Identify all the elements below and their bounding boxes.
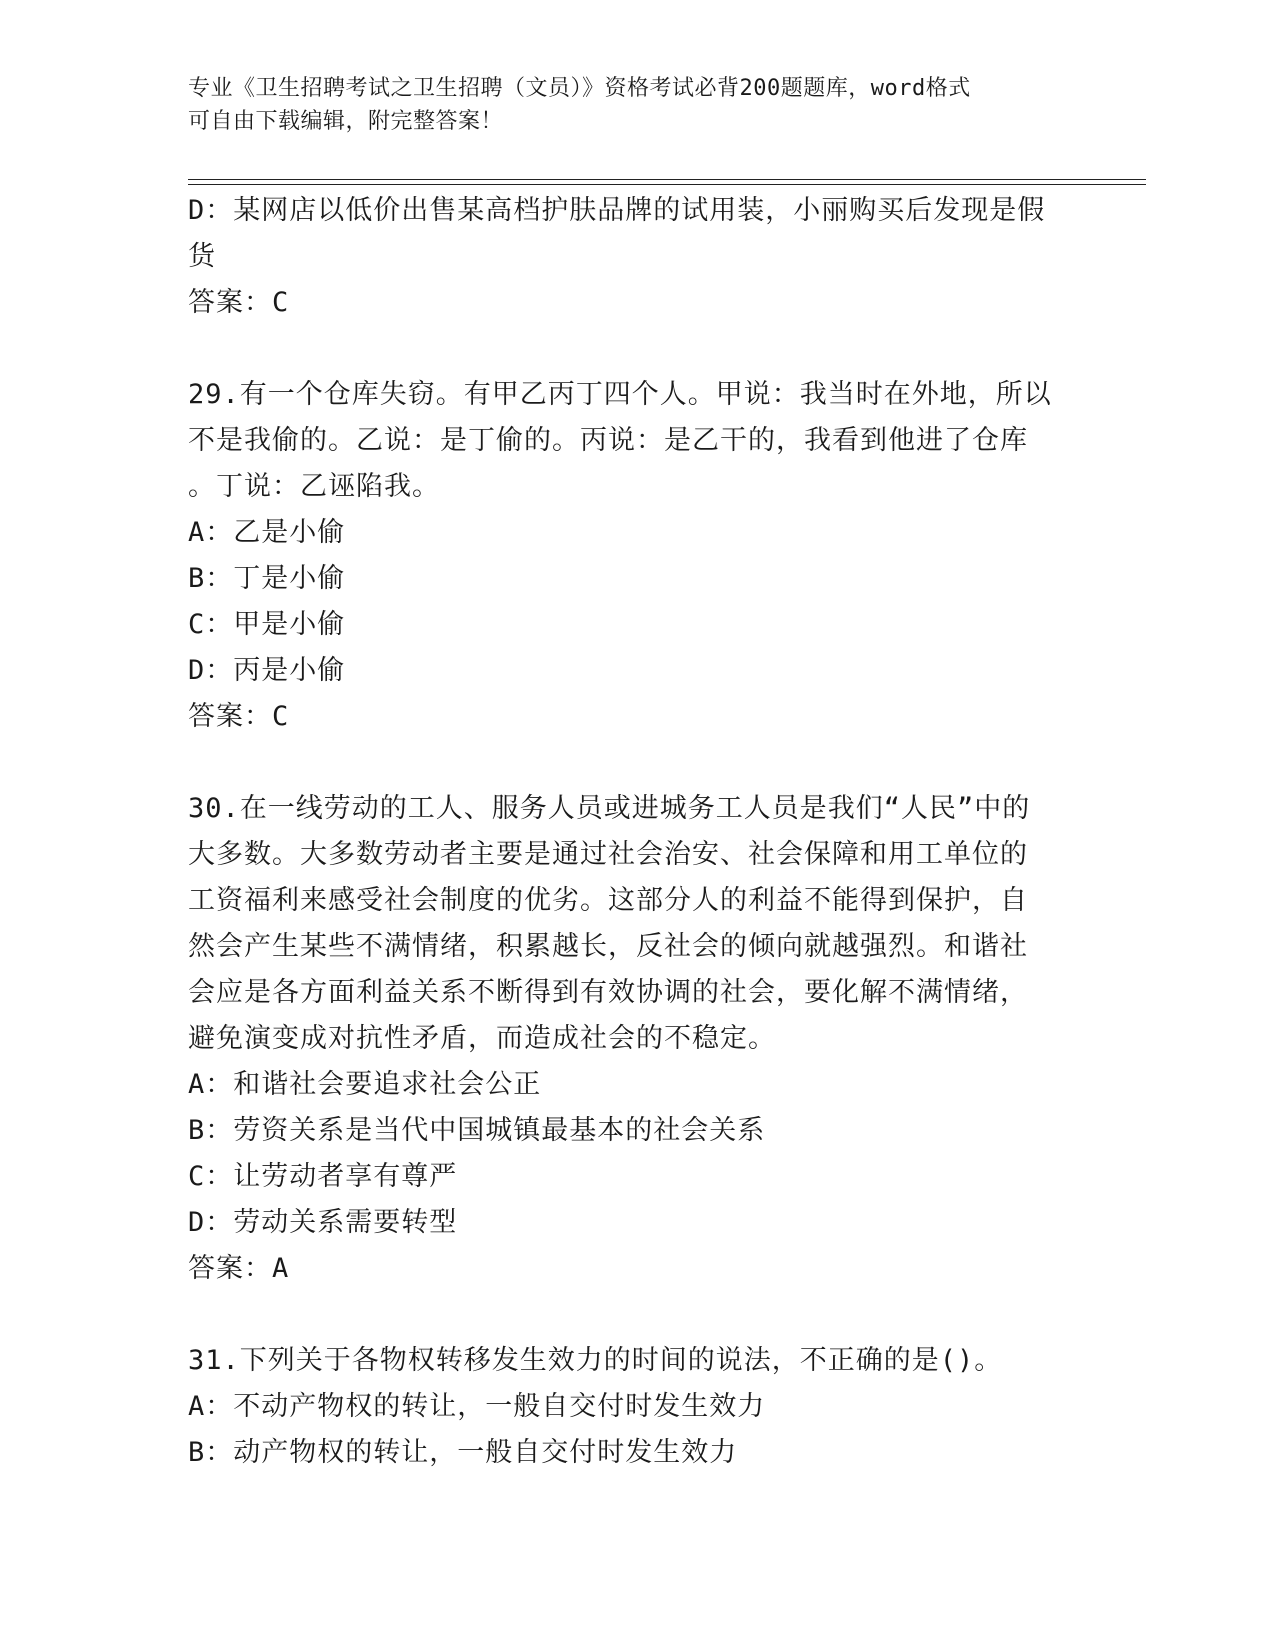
header-line-1: 专业《卫生招聘考试之卫生招聘（文员）》资格考试必背200题题库，word格式 — [188, 76, 971, 101]
option-b: B：动产物权的转让，一般自交付时发生效力 — [188, 1437, 738, 1468]
document-header — [188, 72, 1088, 138]
question-29 — [188, 372, 1078, 740]
question-stem: 不是我偷的。乙说：是丁偷的。丙说：是乙干的，我看到他进了仓库 — [188, 425, 1028, 456]
answer-label: 答案：A — [188, 1253, 290, 1284]
header-line-2: 可自由下载编辑，附完整答案！ — [188, 109, 504, 134]
question-28-tail — [188, 188, 1078, 326]
question-stem: 然会产生某些不满情绪，积累越长，反社会的倾向就越强烈。和谐社 — [188, 931, 1028, 962]
option-d-continued: 货 — [188, 241, 216, 272]
answer-label: 答案：C — [188, 287, 290, 318]
question-stem: 。丁说：乙诬陷我。 — [188, 471, 440, 502]
spacer — [188, 740, 1078, 786]
option-c: C：让劳动者享有尊严 — [188, 1161, 458, 1192]
question-stem: 大多数。大多数劳动者主要是通过社会治安、社会保障和用工单位的 — [188, 839, 1028, 870]
spacer — [188, 326, 1078, 372]
question-stem: 会应是各方面利益关系不断得到有效协调的社会，要化解不满情绪， — [188, 977, 1028, 1008]
option-a: A：不动产物权的转让，一般自交付时发生效力 — [188, 1391, 766, 1422]
option-d: D：丙是小偷 — [188, 655, 346, 686]
question-list — [188, 188, 1078, 1476]
question-stem: 30.在一线劳动的工人、服务人员或进城务工人员是我们“人民”中的 — [188, 793, 1031, 824]
option-b: B：丁是小偷 — [188, 563, 346, 594]
question-stem: 31.下列关于各物权转移发生效力的时间的说法，不正确的是()。 — [188, 1345, 1003, 1376]
answer-label: 答案：C — [188, 701, 290, 732]
option-a: A：和谐社会要追求社会公正 — [188, 1069, 542, 1100]
option-a: A：乙是小偷 — [188, 517, 346, 548]
spacer — [188, 1292, 1078, 1338]
question-stem: 29.有一个仓库失窃。有甲乙丙丁四个人。甲说：我当时在外地，所以 — [188, 379, 1052, 410]
option-d: D：某网店以低价出售某高档护肤品牌的试用装，小丽购买后发现是假 — [188, 195, 1046, 226]
header-divider-top — [188, 179, 1146, 180]
question-stem: 避免演变成对抗性矛盾，而造成社会的不稳定。 — [188, 1023, 776, 1054]
question-30 — [188, 786, 1078, 1292]
option-b: B：劳资关系是当代中国城镇最基本的社会关系 — [188, 1115, 766, 1146]
question-stem: 工资福利来感受社会制度的优劣。这部分人的利益不能得到保护，自 — [188, 885, 1028, 916]
header-divider-bottom — [188, 184, 1146, 185]
option-c: C：甲是小偷 — [188, 609, 346, 640]
question-31 — [188, 1338, 1078, 1476]
option-d: D：劳动关系需要转型 — [188, 1207, 458, 1238]
